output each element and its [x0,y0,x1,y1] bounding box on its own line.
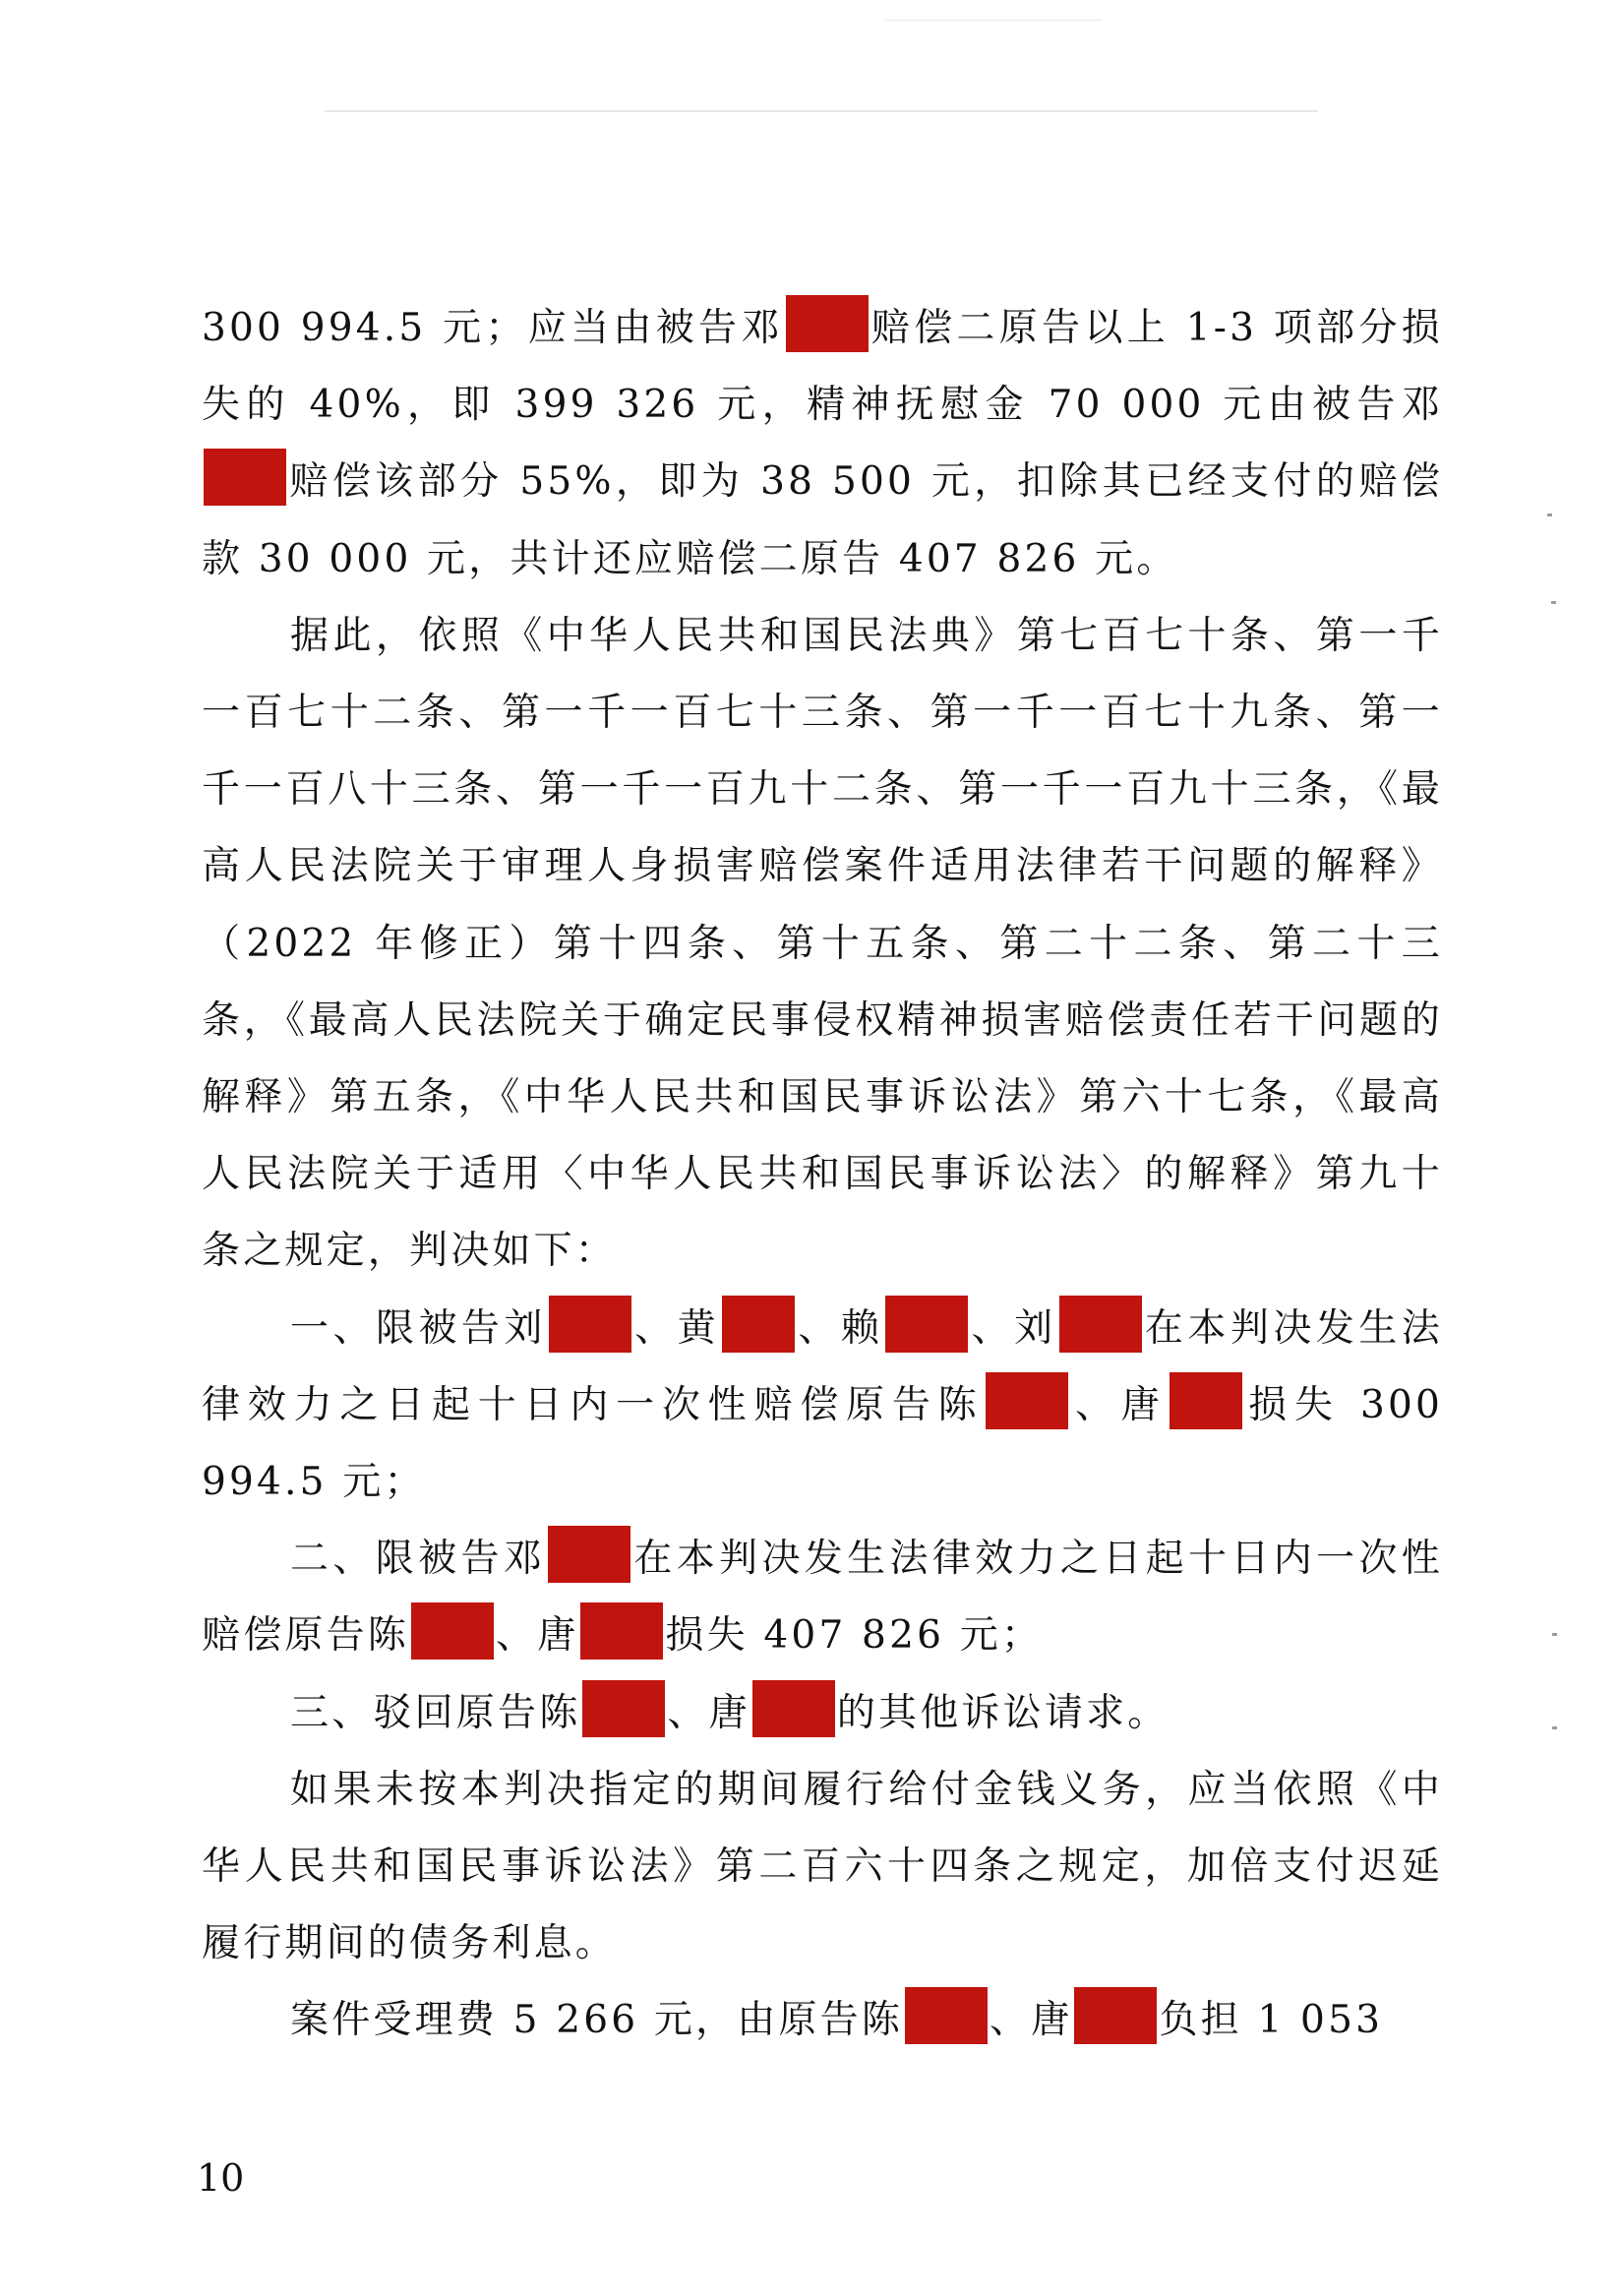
paragraph [202,598,1443,1291]
paragraph [202,1675,1443,1752]
text-segment: 赔偿该部分 55%，即为 38 500 元，扣除其已经支付的赔偿款 30 000 元，共计还应赔偿二原告 407 826 元。 [202,459,1443,581]
redaction-block [722,1296,795,1353]
redaction-block [411,1602,494,1660]
redaction-block [582,1680,665,1737]
scan-speck [1547,514,1552,516]
redaction-block [548,1526,630,1583]
text-segment: 负担 1 053 [1159,1998,1384,2043]
text-segment: 、刘 [970,1305,1057,1351]
page-number: 10 [197,2156,245,2200]
redaction-block [905,1987,988,2044]
redaction-block [549,1296,631,1353]
redaction-block [1059,1296,1142,1353]
paragraph [202,1521,1443,1674]
redaction-block [1074,1987,1157,2044]
text-segment: 案件受理费 5 266 元，由原告陈 [290,1998,904,2043]
text-segment: 的其他诉讼请求。 [836,1690,1170,1735]
scan-artifact [885,20,1102,21]
text-segment: 损失 300 994.5 元； [202,1382,1443,1505]
text-segment: 一、限被告刘 [290,1305,547,1351]
text-segment: 、唐 [990,1998,1073,2043]
text-segment: 在本判决发生法律效力之日起十日内一次性赔偿原告陈 [202,1305,1444,1427]
text-segment: 据此，依照《中华人民共和国民法典》第七百七十条、第一千一百七十二条、第一千一百七十三条、第一千一百七十九条、第一千一百八十三条、第一千一百九十二条、第一千一百九十三条，《最高人民法院关于审理人身损害赔偿案件适用法律若干问题的解释》（2022 年修正）第十四条、第十五条、第二十二条、第二十三条，《最高人民法院关于确定民事侵权精神损害赔偿责任若干问题的解释》第五条，《中华人民共和国民事诉讼法》第六十七条，《最高人民法院关于适用〈中华人民共和国民事诉讼法〉的解释》第九十条之规定，判决如下： [202,613,1443,1274]
text-segment: 三、驳回原告陈 [290,1690,581,1735]
judgment-body-text [202,290,1443,2060]
paragraph [202,1291,1443,1522]
text-segment: 、赖 [797,1305,884,1351]
text-segment: 、唐 [667,1690,750,1735]
paragraph [202,1752,1443,1983]
paragraph [202,1982,1443,2059]
redaction-block [1170,1372,1242,1429]
text-segment: 、黄 [632,1305,721,1351]
text-segment: 二、限被告邓 [290,1537,547,1582]
redaction-block [986,1372,1068,1429]
scan-speck [1552,1633,1557,1636]
redaction-block [752,1680,835,1737]
redaction-block [885,1296,968,1353]
text-segment: 、唐 [496,1613,579,1659]
text-segment: 、唐 [1070,1382,1168,1427]
redaction-block [204,449,286,506]
paragraph [202,290,1443,598]
redaction-block [580,1602,663,1660]
text-segment: 损失 407 826 元； [665,1613,1044,1659]
text-segment: 如果未按本判决指定的期间履行给付金钱义务，应当依照《中华人民共和国民事诉讼法》第二百六十四条之规定，加倍支付迟延履行期间的债务利息。 [202,1767,1443,1966]
scan-speck [1551,601,1556,604]
redaction-block [786,295,869,352]
text-segment: 赔偿二原告以上 1-3 项部分损失的 40%，即 399 326 元，精神抚慰金 70 000 元由被告邓 [202,306,1443,428]
text-segment: 在本判决发生法律效力之日起十日内一次性赔偿原告陈 [202,1537,1444,1659]
text-segment: 300 994.5 元；应当由被告邓 [202,306,784,350]
scan-artifact [325,110,1318,112]
scan-speck [1552,1726,1557,1729]
